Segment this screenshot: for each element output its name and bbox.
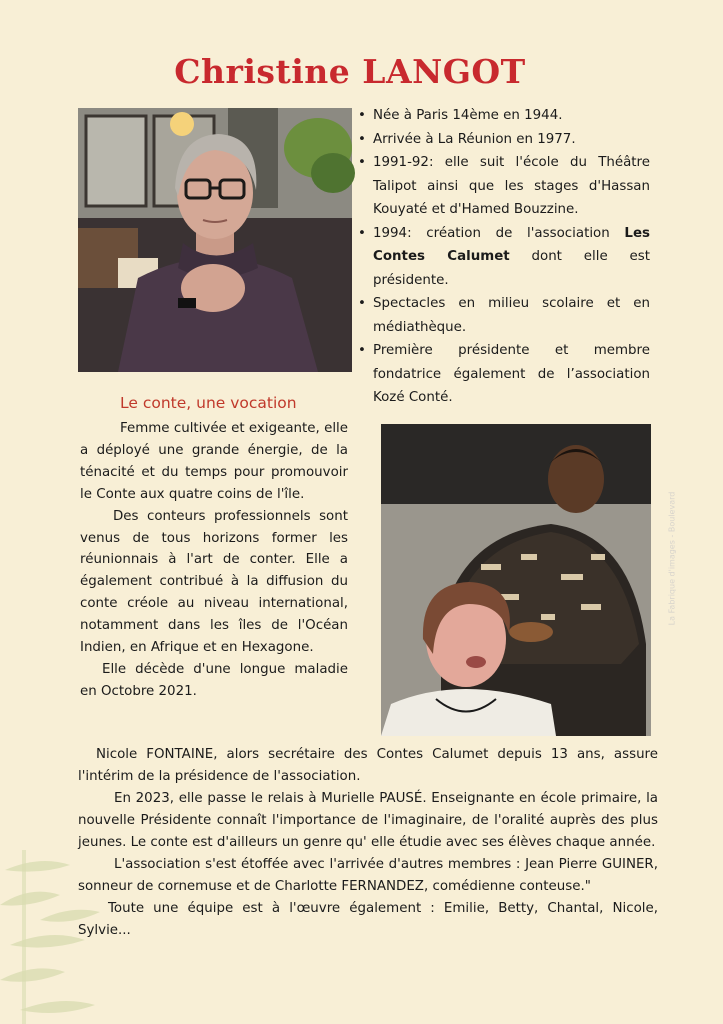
- bio-item-text: Première présidente et membre fondatrice également de l’association Kozé Conté.: [373, 343, 650, 405]
- bio-item-text: Arrivée à La Réunion en 1977.: [373, 131, 576, 147]
- section-heading: Le conte, une vocation: [120, 394, 297, 412]
- bio-item: [358, 222, 650, 293]
- association-name: Les Contes Calumet: [373, 225, 650, 264]
- vocation-text: [80, 418, 348, 703]
- bio-item-text: Spectacles en milieu scolaire et en médiathèque.: [373, 296, 650, 335]
- paragraph: Des conteurs professionnels sont venus de tous horizons former les réunionnais à l'art de conter. Elle a également contribué à la diffusion du conte créole au niveau international, notamment dans les îles de l'Océan Indien, en Afrique et en Hexagone.: [80, 508, 348, 656]
- bio-item: [358, 292, 650, 339]
- bio-item-text: 1994: création de l'association: [373, 225, 625, 241]
- bamboo-decoration-icon: [0, 850, 120, 1024]
- paragraph: Nicole FONTAINE, alors secrétaire des Contes Calumet depuis 13 ans, assure l'intérim de la présidence de l'association.: [78, 747, 658, 784]
- bio-item: [358, 128, 650, 152]
- bio-item: [358, 151, 650, 222]
- page-title: Christine LANGOT: [174, 52, 526, 91]
- bio-item: [358, 104, 650, 128]
- paragraph: En 2023, elle passe le relais à Murielle PAUSÉ. Enseignante en école primaire, la nouvelle Présidente connaît l'importance de l'imaginaire, de l'oralité auprès des plus jeunes. Le conte est d'ailleurs un genre qu' elle étudie avec ses élèves chaque année.: [78, 791, 658, 850]
- association-text: [78, 744, 658, 942]
- paragraph: Femme cultivée et exigeante, elle a déployé une grande énergie, de la ténacité et du temps pour promouvoir le Conte aux quatre coins de l'île.: [80, 421, 348, 502]
- portrait-photo: [78, 108, 352, 372]
- bio-item-text: Née à Paris 14ème en 1944.: [373, 108, 563, 123]
- paragraph: Elle décède d'une longue maladie en Octobre 2021.: [80, 661, 348, 699]
- storytellers-photo: [381, 424, 677, 736]
- paragraph: Toute une équipe est à l'œuvre également : Emilie, Betty, Chantal, Nicole, Sylvie...: [78, 901, 658, 938]
- photo-credit: La Fabrique d'images - Boulevard: [667, 491, 677, 626]
- paragraph: L'association s'est étoffée avec l'arrivée d'autres membres : Jean Pierre GUINER, sonneur de cornemuse et de Charlotte FERNANDEZ, comédienne conteuse.": [78, 857, 658, 894]
- bio-item: [358, 339, 650, 410]
- biography-list: [358, 104, 650, 410]
- bio-item-text: 1991-92: elle suit l'école du Théâtre Talipot ainsi que les stages d'Hassan Kouyaté et d'Hamed Bouzzine.: [373, 155, 650, 217]
- bio-item-text: dont elle est présidente.: [373, 249, 650, 288]
